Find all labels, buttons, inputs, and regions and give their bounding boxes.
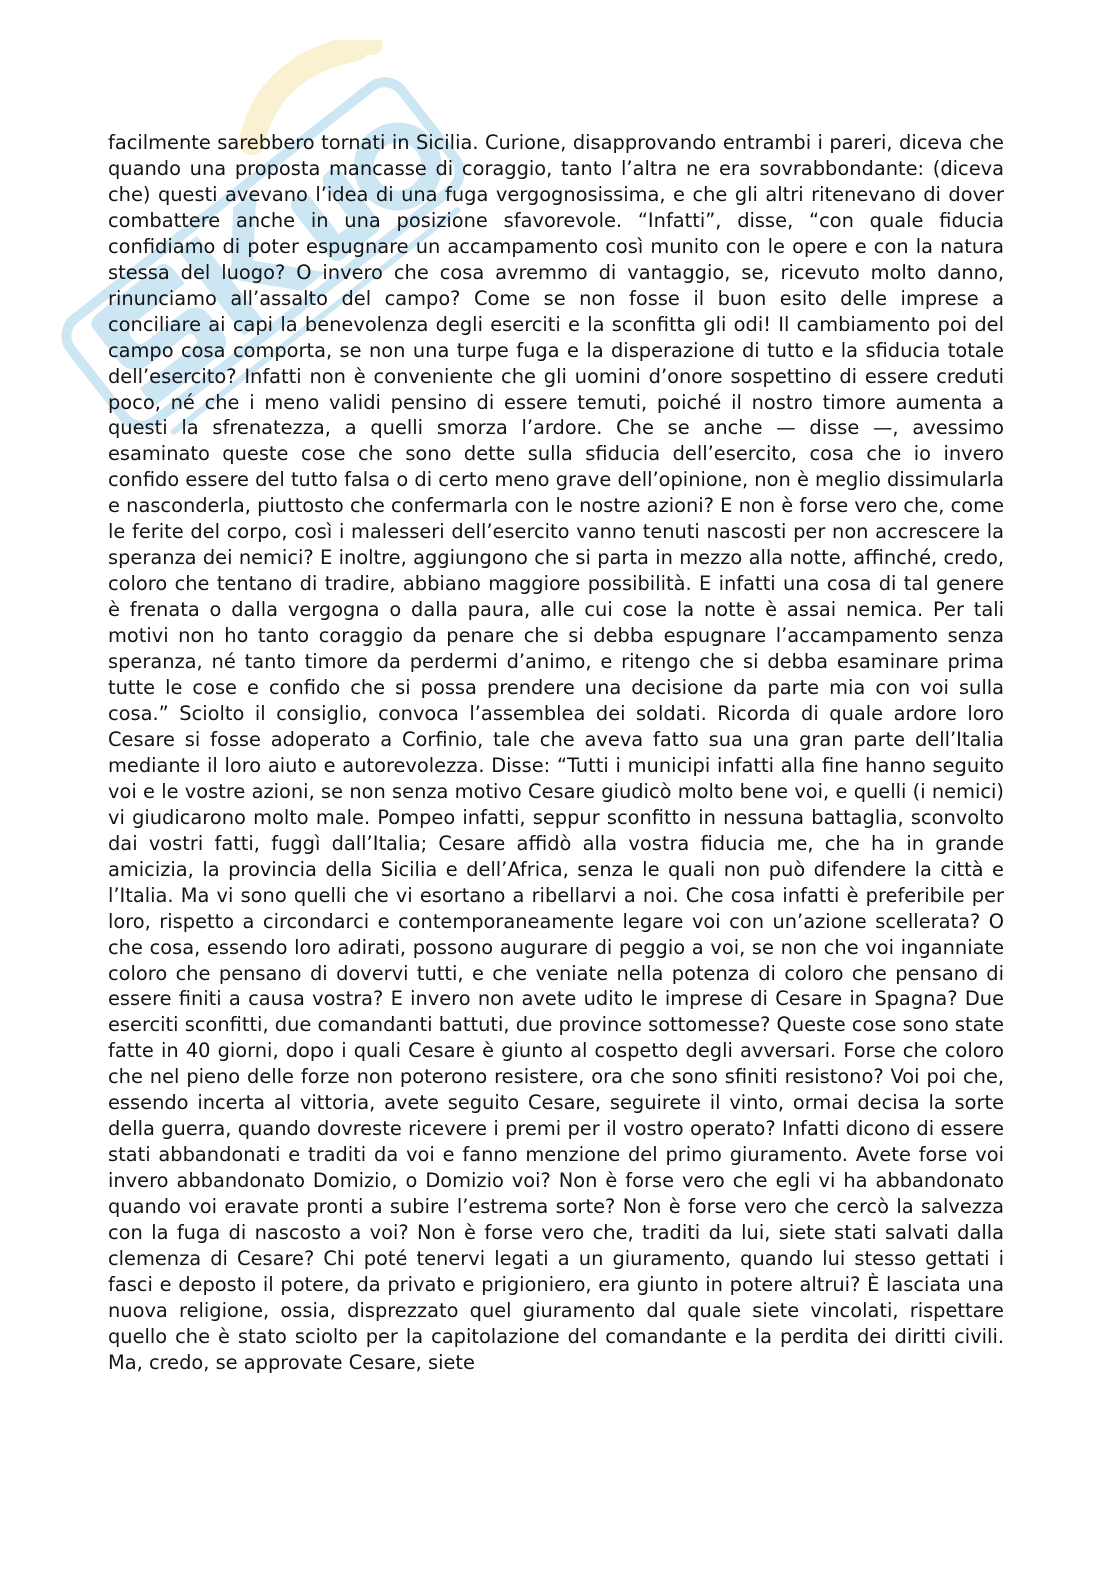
document-body-text: facilmente sarebbero tornati in Sicilia. Curione, disapprovando entrambi i pareri, diceva che quando una proposta mancasse di coraggio, tanto l’altra ne era sovrabbondante: (diceva che) questi avevano l’idea di una fuga vergognosissima, e che gli altri ritenevano di dover combattere anche in una posizione sfavorevole. “Infatti”, disse, “con quale fiducia confidiamo di poter espugnare un accampamento così munito con le opere e con la natura stessa del luogo? O invero che cosa avremmo di vantaggio, se, ricevuto molto danno, rinunciamo all’assalto del campo? Come se non fosse il buon esito delle imprese a conciliare ai capi la benevolenza degli eserciti e la sconfitta gli odi! Il cambiamento poi del campo cosa comporta, se non una turpe fuga e la disperazione di tutto e la sfiducia totale dell’esercito? Infatti non è conveniente che gli uomini d’onore sospettino di essere creduti poco, né che i meno validi pensino di essere temuti, poiché il nostro timore aumenta a questi la sfrenatezza, a quelli smorza l’ardore. Che se anche — disse —, avessimo esaminato queste cose che sono dette sulla sfiducia dell’esercito, cosa che io invero confido essere del tutto falsa o di certo meno grave dell’opinione, non è meglio dissimularla e nasconderla, piuttosto che confermarla con le nostre azioni? E non è forse vero che, come le ferite del corpo, così i malesseri dell’esercito vanno tenuti nascosti per non accrescere la speranza dei nemici? E inoltre, aggiungono che si parta in mezzo alla notte, affinché, credo, coloro che tentano di tradire, abbiano maggiore possibilità. E infatti una cosa di tal genere è frenata o dalla vergogna o dalla paura, alle cui cose la notte è assai nemica. Per tali motivi non ho tanto coraggio da penare che si debba espugnare l’accampamento senza speranza, né tanto timore da perdermi d’animo, e ritengo che si debba esaminare prima tutte le cose e confido che si possa prendere una decisione da parte mia con voi sulla cosa.” Sciolto il consiglio, convoca l’assemblea dei soldati. Ricorda di quale ardore loro Cesare si fosse adoperato a Corfinio, tale che aveva fatto sua una gran parte dell’Italia mediante il loro aiuto e autorevolezza. Disse: “Tutti i municipi infatti alla fine hanno seguito voi e le vostre azioni, se non senza motivo Cesare giudicò molto bene voi, e quelli (i nemici) vi giudicarono molto male. Pompeo infatti, seppur sconfitto in nessuna battaglia, sconvolto dai vostri fatti, fuggì dall’Italia; Cesare affidò alla vostra fiducia me, che ha in grande amicizia, la provincia della Sicilia e dell’Africa, senza le quali non può difendere la città e l’Italia. Ma vi sono quelli che vi esortano a ribellarvi a noi. Che cosa infatti è preferibile per loro, rispetto a circondarci e contemporaneamente legare voi con un’azione scellerata? O che cosa, essendo loro adirati, possono augurare di peggio a voi, se non che voi inganniate coloro che pensano di dovervi tutti, e che veniate nella potenza di coloro che pensano di essere finiti a causa vostra? E invero non avete udito le imprese di Cesare in Spagna? Due eserciti sconfitti, due comandanti battuti, due province sottomesse? Queste cose sono state fatte in 40 giorni, dopo i quali Cesare è giunto al cospetto degli avversari. Forse che coloro che nel pieno delle forze non poterono resistere, ora che sono sfiniti resistono? Voi poi che, essendo incerta al vittoria, avete seguito Cesare, seguirete il vinto, ormai decisa la sorte della guerra, quando dovreste ricevere i premi per il vostro operato? Infatti dicono di essere stati abbandonati e traditi da voi e fanno menzione del primo giuramento. Avete forse voi invero abbandonato Domizio, o Domizio voi? Non è forse vero che egli vi ha abbandonato quando voi eravate pronti a subire l’estrema sorte? Non è forse vero che cercò la salvezza con la fuga di nascosto a voi? Non è forse vero che, traditi da lui, siete stati salvati dalla clemenza di Cesare? Chi poté tenervi legati a un giuramento, quando lui stesso gettati i fasci e deposto il potere, da privato e prigioniero, era giunto in potere altrui? È lasciata una nuova religione, ossia, disprezzato quel giuramento dal quale siete vincolati, rispettare quello che è stato sciolto per la capitolazione del comandante e la perdita dei diritti civili. Ma, credo, se approvate Cesare, siete — [108, 131, 1004, 1374]
